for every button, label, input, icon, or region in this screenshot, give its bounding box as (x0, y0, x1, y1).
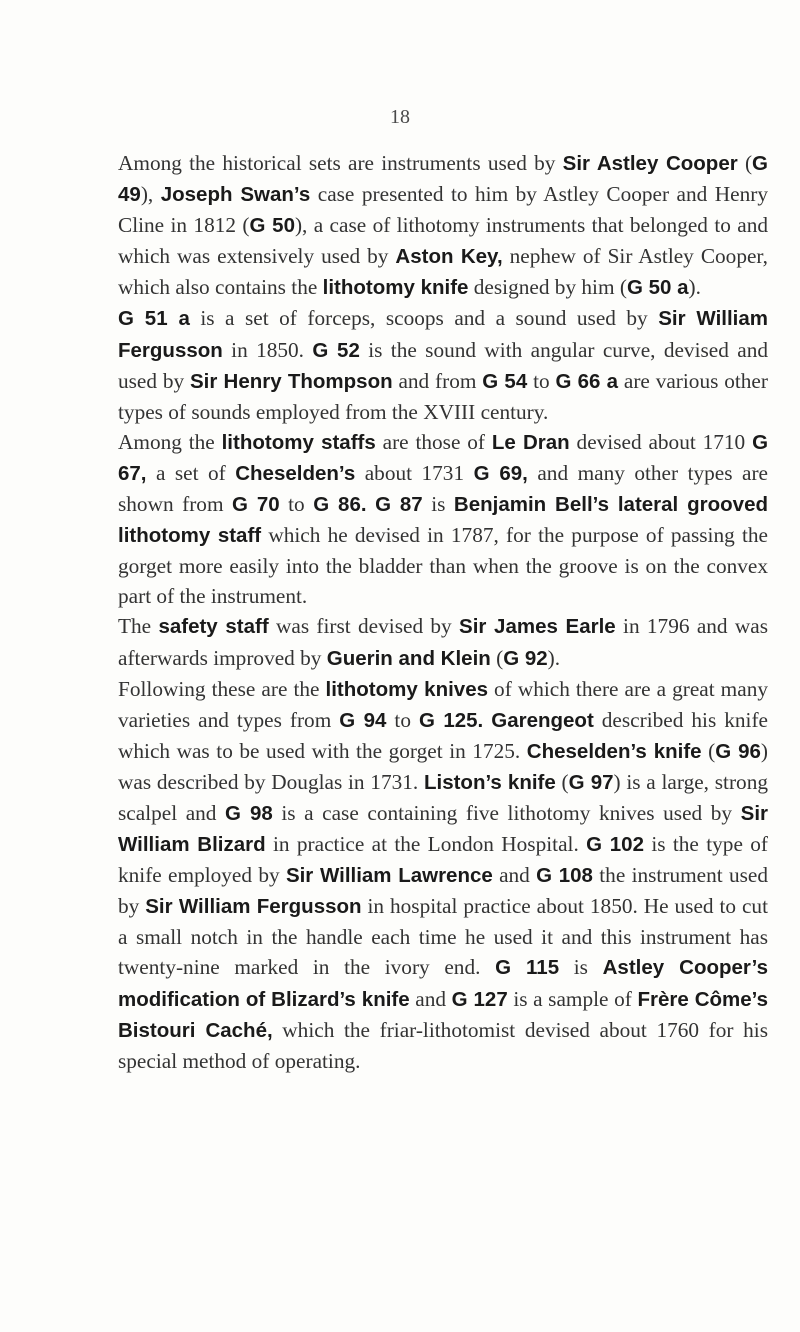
paragraph (118, 148, 768, 303)
text-run: and many other types are shown from (118, 460, 768, 517)
bold-term: G 51 a (118, 307, 190, 331)
text-run: devised about 1710 (569, 429, 753, 454)
bold-term: Le Dran (491, 430, 570, 454)
bold-term: G 102 (586, 833, 644, 857)
page-number: 18 (390, 106, 410, 128)
bold-term: G 66 a (555, 369, 619, 393)
text-run: to (527, 368, 556, 393)
paragraph (118, 674, 768, 1076)
bold-term: Sir William Lawrence (285, 864, 493, 888)
text-run: are those of (375, 429, 492, 454)
text-run: ( (555, 769, 569, 794)
bold-term: Garengeot (491, 708, 594, 732)
bold-term: G 87 (375, 493, 423, 517)
bold-term: G 67, (118, 430, 769, 485)
bold-term: G 50 (249, 214, 295, 238)
bold-term: G 125. (419, 708, 484, 732)
text-run: case presented to him by Astley Cooper and Henry Cline in 1812 ( (118, 182, 769, 238)
text-run: ). (688, 275, 701, 300)
bold-term: Cheselden’s (235, 461, 356, 485)
bold-term: G 86. (313, 493, 367, 517)
bold-term: G 52 (312, 338, 360, 362)
text-run: ) was described by Douglas in 1731. (118, 738, 768, 794)
text-run: Among the (118, 429, 222, 454)
text-run: was first devised by (268, 614, 460, 639)
bold-term: Sir William Blizard (118, 801, 768, 857)
bold-term: Joseph Swan’s (160, 183, 311, 207)
bold-term: Sir William Fergusson (145, 895, 362, 919)
text-run: is a sample of (507, 986, 638, 1011)
text-run: is the sound with angular curve, devised and used by (118, 337, 768, 393)
bold-term: G 50 a (626, 276, 689, 300)
bold-term: G 69, (473, 461, 528, 485)
text-run (367, 492, 376, 516)
body-text (118, 148, 768, 1076)
bold-term: Frère Côme’s Bistouri Caché, (118, 987, 768, 1042)
text-run: are various other types of sounds employed from the XVIII century. (118, 368, 768, 424)
text-run: to (386, 707, 419, 732)
bold-term: Aston Key, (395, 245, 503, 269)
bold-term: Sir James Earle (459, 615, 616, 639)
text-run: ( (490, 645, 504, 670)
bold-term: G 54 (482, 369, 528, 393)
bold-term: Guerin and Klein (326, 646, 491, 670)
text-run: in practice at the London Hospital. (265, 832, 587, 857)
bold-term: G 98 (225, 801, 273, 825)
bold-term: G 92 (503, 646, 548, 670)
text-run: and from (392, 368, 483, 393)
text-run: a set of (146, 460, 236, 485)
paragraph (118, 303, 768, 426)
bold-term: lithotomy staffs (221, 430, 376, 454)
bold-term: Cheselden’s knife (526, 739, 702, 763)
text-run: ), (140, 182, 161, 207)
paragraph (118, 427, 768, 612)
text-run: ( (701, 738, 716, 763)
text-run: designed by him ( (468, 275, 627, 300)
text-run: which he devised in 1787, for the purpose of passing the gorget more easily into the bladder than when the groove is on the convex part of the instrument. (118, 523, 768, 609)
text-run: is a case containing five lithotomy knives used by (272, 800, 741, 825)
text-run: about 1731 (355, 460, 474, 485)
text-run: and (492, 863, 537, 888)
text-run: described his knife which was to be used with the gorget in 1725. (118, 707, 769, 763)
bold-term: G 49 (118, 152, 768, 207)
bold-term: Sir Henry Thompson (190, 369, 393, 393)
text-run: The (118, 614, 159, 639)
text-run: in 1850. (222, 337, 313, 362)
text-run: which the friar-lithotomist devised about 1760 for his special method of operating. (118, 1017, 768, 1073)
text-run: Following these are the (118, 676, 326, 701)
bold-term: G 97 (568, 770, 614, 794)
text-run: is (422, 492, 454, 517)
text-run: of which there are a great many varieties and types from (118, 676, 769, 732)
text-run: ), a case of lithotomy instruments that belonged to and which was extensively used by (118, 213, 768, 269)
bold-term: G 70 (232, 493, 280, 517)
bold-term: G 96 (715, 739, 761, 763)
text-run: nephew of Sir Astley Cooper, which also contains the (118, 244, 768, 300)
text-run: ) is a large, strong scalpel and (118, 769, 768, 825)
bold-term: lithotomy knife (322, 276, 469, 300)
bold-term: G 127 (451, 987, 508, 1011)
text-run: in hospital practice about 1850. He used to cut a small notch in the handle each time he used it and this instrument has twenty-nine marked in the ivory end. (118, 894, 768, 980)
bold-term: safety staff (158, 615, 269, 639)
bold-term: Benjamin Bell’s lateral grooved lithotomy staff (118, 493, 768, 548)
bold-term: G 108 (536, 864, 593, 888)
bold-term: Sir William Fergusson (118, 307, 768, 362)
text-run: and (409, 986, 452, 1011)
bold-term: Sir Astley Cooper (562, 152, 738, 175)
paragraph (118, 611, 768, 673)
text-run: in 1796 and was afterwards improved by (118, 614, 768, 670)
bold-term: lithotomy knives (325, 677, 489, 701)
text-run: ( (737, 151, 753, 175)
text-run: ). (547, 645, 561, 670)
bold-term: G 115 (495, 956, 560, 980)
text-run: is (559, 955, 603, 980)
text-run: Among the historical sets are instruments used by (118, 151, 563, 175)
text-run: to (279, 492, 314, 517)
text-run: is the type of knife employed by (118, 832, 768, 888)
text-run: is a set of forceps, scoops and a sound used by (189, 306, 659, 331)
bold-term: Liston’s knife (423, 770, 556, 794)
bold-term: G 94 (339, 708, 387, 732)
text-run: the instrument used by (118, 863, 769, 919)
bold-term: Astley Cooper’s modification of Blizard’s knife (118, 956, 769, 1011)
